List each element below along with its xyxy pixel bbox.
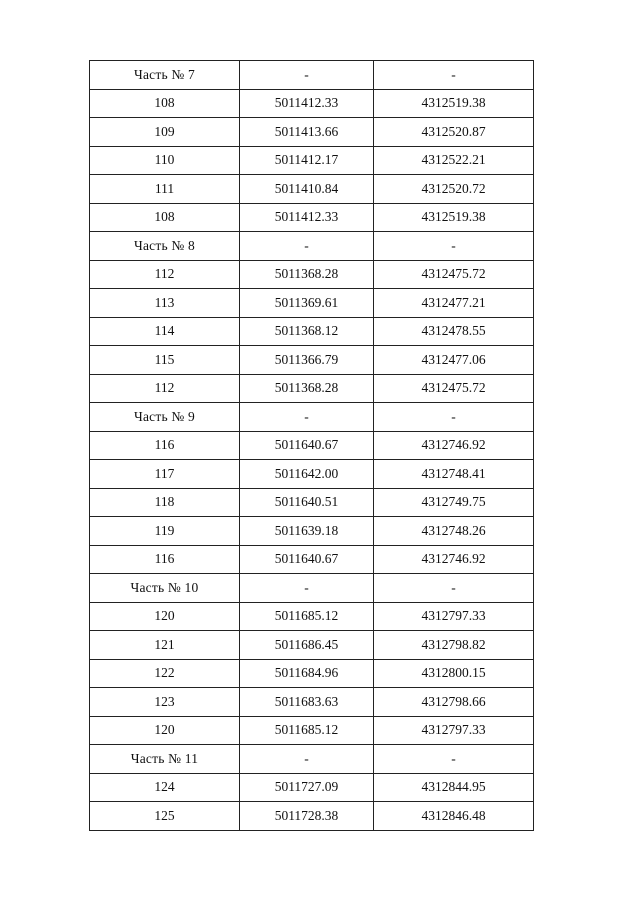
table-row [90,175,534,204]
point-number-cell: 112 [90,374,240,403]
part-label-cell: Часть № 8 [90,232,240,261]
table-row [90,802,534,831]
y-coordinate-cell: 4312477.06 [374,346,534,375]
y-coordinate-cell: 4312478.55 [374,317,534,346]
x-coordinate-cell: 5011368.12 [240,317,374,346]
y-coordinate-cell: 4312475.72 [374,374,534,403]
y-coordinate-cell: 4312520.87 [374,118,534,147]
table-row [90,431,534,460]
x-coordinate-cell: 5011642.00 [240,460,374,489]
x-coordinate-cell: 5011639.18 [240,517,374,546]
y-coordinate-cell: 4312846.48 [374,802,534,831]
x-coordinate-cell: 5011412.33 [240,89,374,118]
y-coordinate-cell: 4312749.75 [374,488,534,517]
x-coordinate-cell: 5011368.28 [240,260,374,289]
point-number-cell: 119 [90,517,240,546]
part-header-row [90,232,534,261]
part-header-row [90,403,534,432]
x-coordinate-cell: 5011410.84 [240,175,374,204]
point-number-cell: 112 [90,260,240,289]
x-coordinate-cell: 5011686.45 [240,631,374,660]
point-number-cell: 125 [90,802,240,831]
y-coordinate-cell: 4312519.38 [374,89,534,118]
point-number-cell: 120 [90,716,240,745]
table-row [90,374,534,403]
y-coordinate-cell: - [374,745,534,774]
table-row [90,289,534,318]
x-coordinate-cell: 5011685.12 [240,716,374,745]
x-coordinate-cell: 5011412.17 [240,146,374,175]
y-coordinate-cell: 4312477.21 [374,289,534,318]
part-header-row [90,574,534,603]
point-number-cell: 123 [90,688,240,717]
x-coordinate-cell: 5011413.66 [240,118,374,147]
table-row [90,203,534,232]
table-row [90,545,534,574]
table-row [90,631,534,660]
y-coordinate-cell: - [374,61,534,90]
x-coordinate-cell: 5011369.61 [240,289,374,318]
x-coordinate-cell: 5011728.38 [240,802,374,831]
y-coordinate-cell: 4312844.95 [374,773,534,802]
table-row [90,317,534,346]
x-coordinate-cell: - [240,232,374,261]
point-number-cell: 108 [90,203,240,232]
y-coordinate-cell: 4312522.21 [374,146,534,175]
x-coordinate-cell: 5011727.09 [240,773,374,802]
part-label-cell: Часть № 11 [90,745,240,774]
y-coordinate-cell: 4312800.15 [374,659,534,688]
x-coordinate-cell: 5011640.67 [240,545,374,574]
table-row [90,659,534,688]
table-row [90,488,534,517]
table-row [90,460,534,489]
point-number-cell: 116 [90,545,240,574]
y-coordinate-cell: - [374,574,534,603]
table-row [90,118,534,147]
part-label-cell: Часть № 10 [90,574,240,603]
x-coordinate-cell: 5011684.96 [240,659,374,688]
coordinates-table [89,60,534,831]
point-number-cell: 118 [90,488,240,517]
part-label-cell: Часть № 7 [90,61,240,90]
y-coordinate-cell: 4312797.33 [374,716,534,745]
y-coordinate-cell: 4312746.92 [374,545,534,574]
coordinates-table-body [90,61,534,831]
y-coordinate-cell: - [374,232,534,261]
point-number-cell: 124 [90,773,240,802]
table-row [90,688,534,717]
table-row [90,716,534,745]
x-coordinate-cell: 5011685.12 [240,602,374,631]
x-coordinate-cell: 5011412.33 [240,203,374,232]
x-coordinate-cell: - [240,61,374,90]
y-coordinate-cell: - [374,403,534,432]
point-number-cell: 113 [90,289,240,318]
x-coordinate-cell: - [240,403,374,432]
y-coordinate-cell: 4312519.38 [374,203,534,232]
point-number-cell: 120 [90,602,240,631]
y-coordinate-cell: 4312748.41 [374,460,534,489]
x-coordinate-cell: 5011683.63 [240,688,374,717]
table-row [90,146,534,175]
y-coordinate-cell: 4312520.72 [374,175,534,204]
y-coordinate-cell: 4312798.82 [374,631,534,660]
point-number-cell: 108 [90,89,240,118]
x-coordinate-cell: 5011640.51 [240,488,374,517]
point-number-cell: 116 [90,431,240,460]
point-number-cell: 115 [90,346,240,375]
part-header-row [90,61,534,90]
x-coordinate-cell: - [240,574,374,603]
y-coordinate-cell: 4312475.72 [374,260,534,289]
table-row [90,773,534,802]
part-header-row [90,745,534,774]
y-coordinate-cell: 4312746.92 [374,431,534,460]
y-coordinate-cell: 4312748.26 [374,517,534,546]
table-row [90,89,534,118]
point-number-cell: 111 [90,175,240,204]
point-number-cell: 121 [90,631,240,660]
point-number-cell: 117 [90,460,240,489]
y-coordinate-cell: 4312797.33 [374,602,534,631]
table-row [90,602,534,631]
x-coordinate-cell: 5011366.79 [240,346,374,375]
point-number-cell: 110 [90,146,240,175]
point-number-cell: 122 [90,659,240,688]
y-coordinate-cell: 4312798.66 [374,688,534,717]
table-row [90,346,534,375]
point-number-cell: 114 [90,317,240,346]
part-label-cell: Часть № 9 [90,403,240,432]
x-coordinate-cell: 5011640.67 [240,431,374,460]
x-coordinate-cell: - [240,745,374,774]
x-coordinate-cell: 5011368.28 [240,374,374,403]
table-row [90,260,534,289]
point-number-cell: 109 [90,118,240,147]
table-row [90,517,534,546]
